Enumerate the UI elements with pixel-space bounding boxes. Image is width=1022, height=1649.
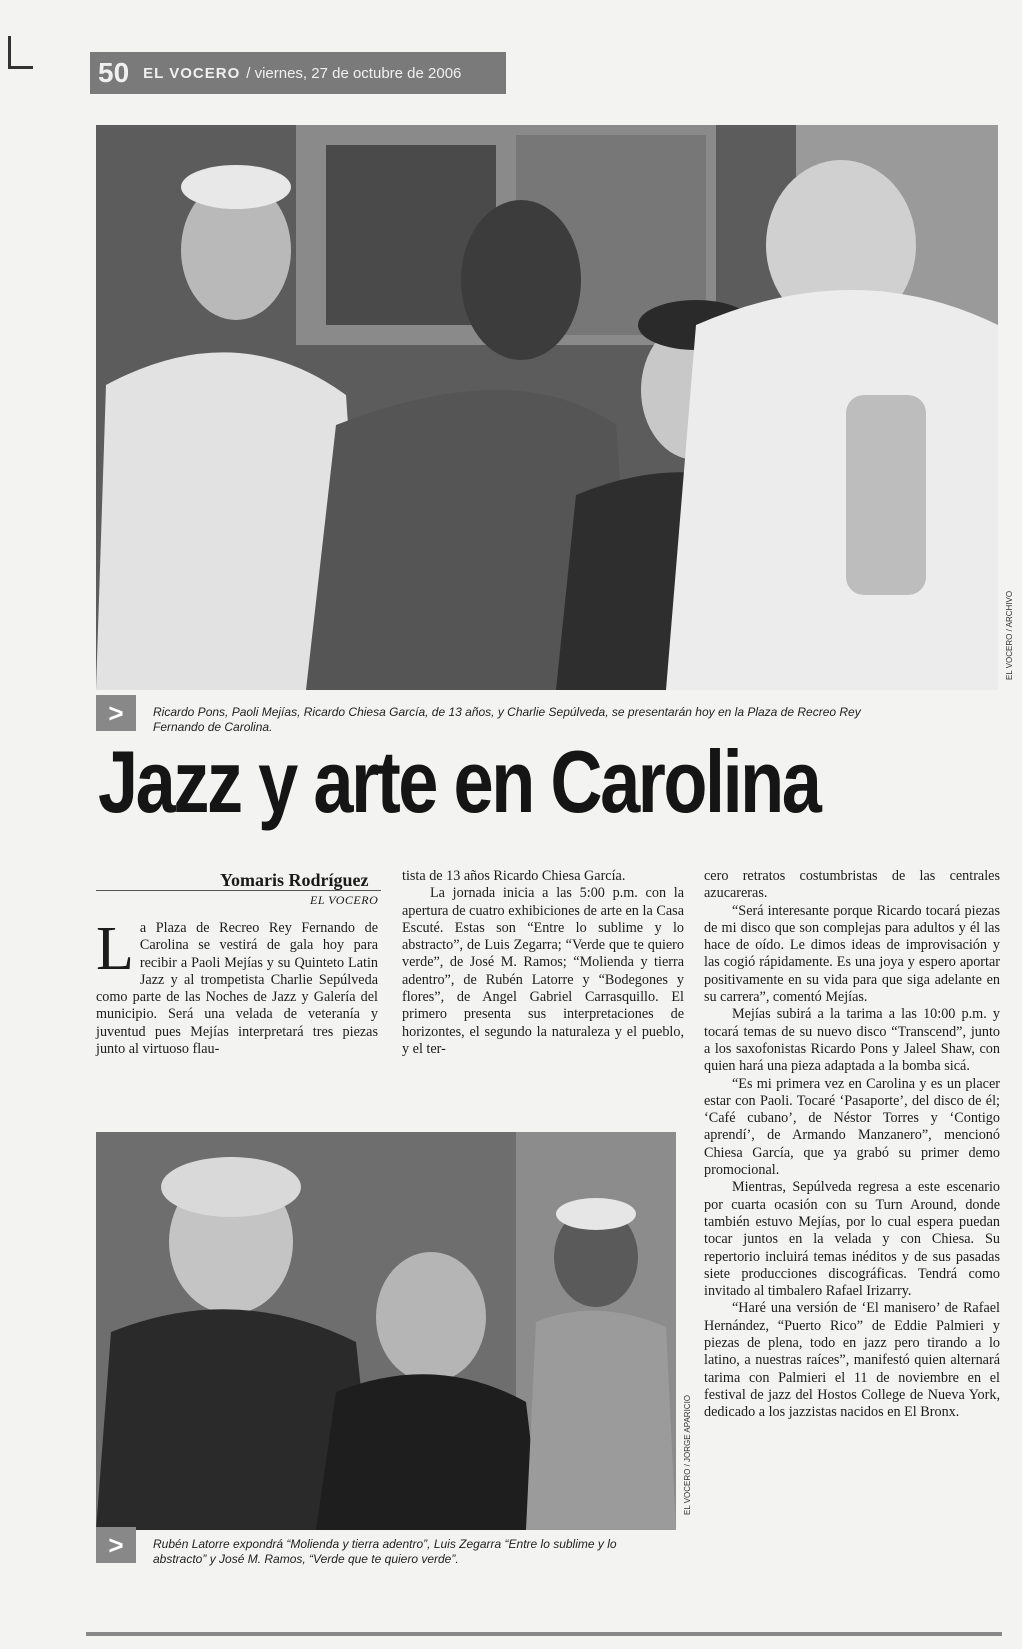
- caption-arrow-icon: >: [96, 1527, 136, 1563]
- paragraph: “Haré una versión de ‘El manisero’ de Rafael Hernández, “Puerto Rico” de Eddie Palmieri y piezas de plena, todo en jazz pero tirando a lo latino, a nuestras raíces”, manifestó quien alternará tarima con Palmieri el 11 de noviembre en el festival de jazz del Hostos College de Nueva York, dedicado a los jazzistas nacidos en El Bronx.: [704, 1300, 1000, 1421]
- headline: Jazz y arte en Carolina: [98, 732, 820, 831]
- caption-arrow-icon: >: [96, 695, 136, 731]
- bottom-photo-caption: Rubén Latorre expondrá “Molienda y tierra adentro”, Luis Zegarra “Entre lo sublime y lo abstracto” y José M. Ramos, “Verde que te quiero verde”.: [153, 1537, 617, 1566]
- byline-author: Yomaris Rodríguez: [220, 870, 369, 890]
- bottom-photo-credit: EL VOCERO / JORGE APARICIO: [683, 1394, 692, 1515]
- article-column-3: [704, 868, 1000, 1422]
- article-column-2: [402, 868, 684, 1058]
- top-photo-credit: EL VOCERO / ARCHIVO: [1005, 590, 1014, 680]
- drop-cap: L: [96, 915, 134, 983]
- byline-rule: [96, 890, 381, 891]
- paper-name: EL VOCERO: [143, 64, 241, 82]
- bottom-rule: [86, 1632, 1002, 1636]
- bottom-photo: [96, 1132, 676, 1530]
- paragraph: “Será interesante porque Ricardo tocará piezas de mi disco que son complejas para adultos y él las hace de oído. Le dimos ideas de improvisación y las cogió rápidamente. Es una joya y espero aportar positivamente en su vida para que siga adelante en su carrera”, comentó Mejías.: [704, 902, 1000, 1006]
- issue-date: / viernes, 27 de octubre de 2006: [246, 64, 462, 82]
- byline-paper: EL VOCERO: [310, 893, 379, 907]
- page-corner-mark: [8, 36, 33, 69]
- paragraph: a Plaza de Recreo Rey Fernando de Carolina se vestirá de gala hoy para recibir a Paoli Mejías y su Quinteto Latin Jazz y al trompetista Charlie Sepúlveda como parte de las Noches de Jazz y Galería del municipio. Será una velada de veteranía y juventud pues Mejías interpretará tres piezas junto al virtuoso flau-: [96, 920, 378, 1058]
- article-column-1: [96, 915, 378, 1058]
- top-photo: [96, 125, 998, 690]
- paragraph: La jornada inicia a las 5:00 p.m. con la apertura de cuatro exhibiciones de arte en la Casa Escuté. Estas son “Entre lo sublime y lo abstracto”, de Luis Zegarra; “Verde que te quiero verde”, de José M. Ramos; “Molienda y tierra adentro”, de Rubén Latorre y “Bodegones y flores”, de Angel Gabriel Carrasquillo. El primero presenta sus interpretaciones de horizontes, el segundo la naturaleza y el pueblo, y el ter-: [402, 885, 684, 1057]
- paragraph: cero retratos costumbristas de las centrales azucareras.: [704, 868, 1000, 902]
- paragraph: “Es mi primera vez en Carolina y es un placer estar con Paoli. Tocaré ‘Pasaporte’, del disco de él; ‘Café cubano’, de Néstor Torres y ‘Contigo aprendí’, de Armando Manzanero”, mencionó Chiesa García, que ya grabó su primer demo promocional.: [704, 1075, 1000, 1179]
- page-number: 50: [98, 57, 130, 88]
- page-header: [90, 52, 506, 94]
- paragraph: tista de 13 años Ricardo Chiesa García.: [402, 868, 626, 884]
- top-photo-caption: Ricardo Pons, Paoli Mejías, Ricardo Chiesa García, de 13 años, y Charlie Sepúlveda, se presentarán hoy en la Plaza de Recreo Rey Fernando de Carolina.: [153, 705, 861, 734]
- paragraph: Mejías subirá a la tarima a las 10:00 p.m. y tocará temas de su nuevo disco “Transcend”, junto a los saxofonistas Ricardo Pons y Jaleel Shaw, con quien hará una pieza adaptada a la bomba sicá.: [704, 1006, 1000, 1075]
- paragraph: Mientras, Sepúlveda regresa a este escenario por cuarta ocasión con su Turn Around, donde también estuvo Mejías, por lo cual espera puedan tocar juntos en la velada y con Chiesa. Su repertorio incluirá temas inéditos y de sus pasadas siete producciones discográficas. Tendrá como invitado al timbalero Rafael Irizarry.: [704, 1179, 1000, 1300]
